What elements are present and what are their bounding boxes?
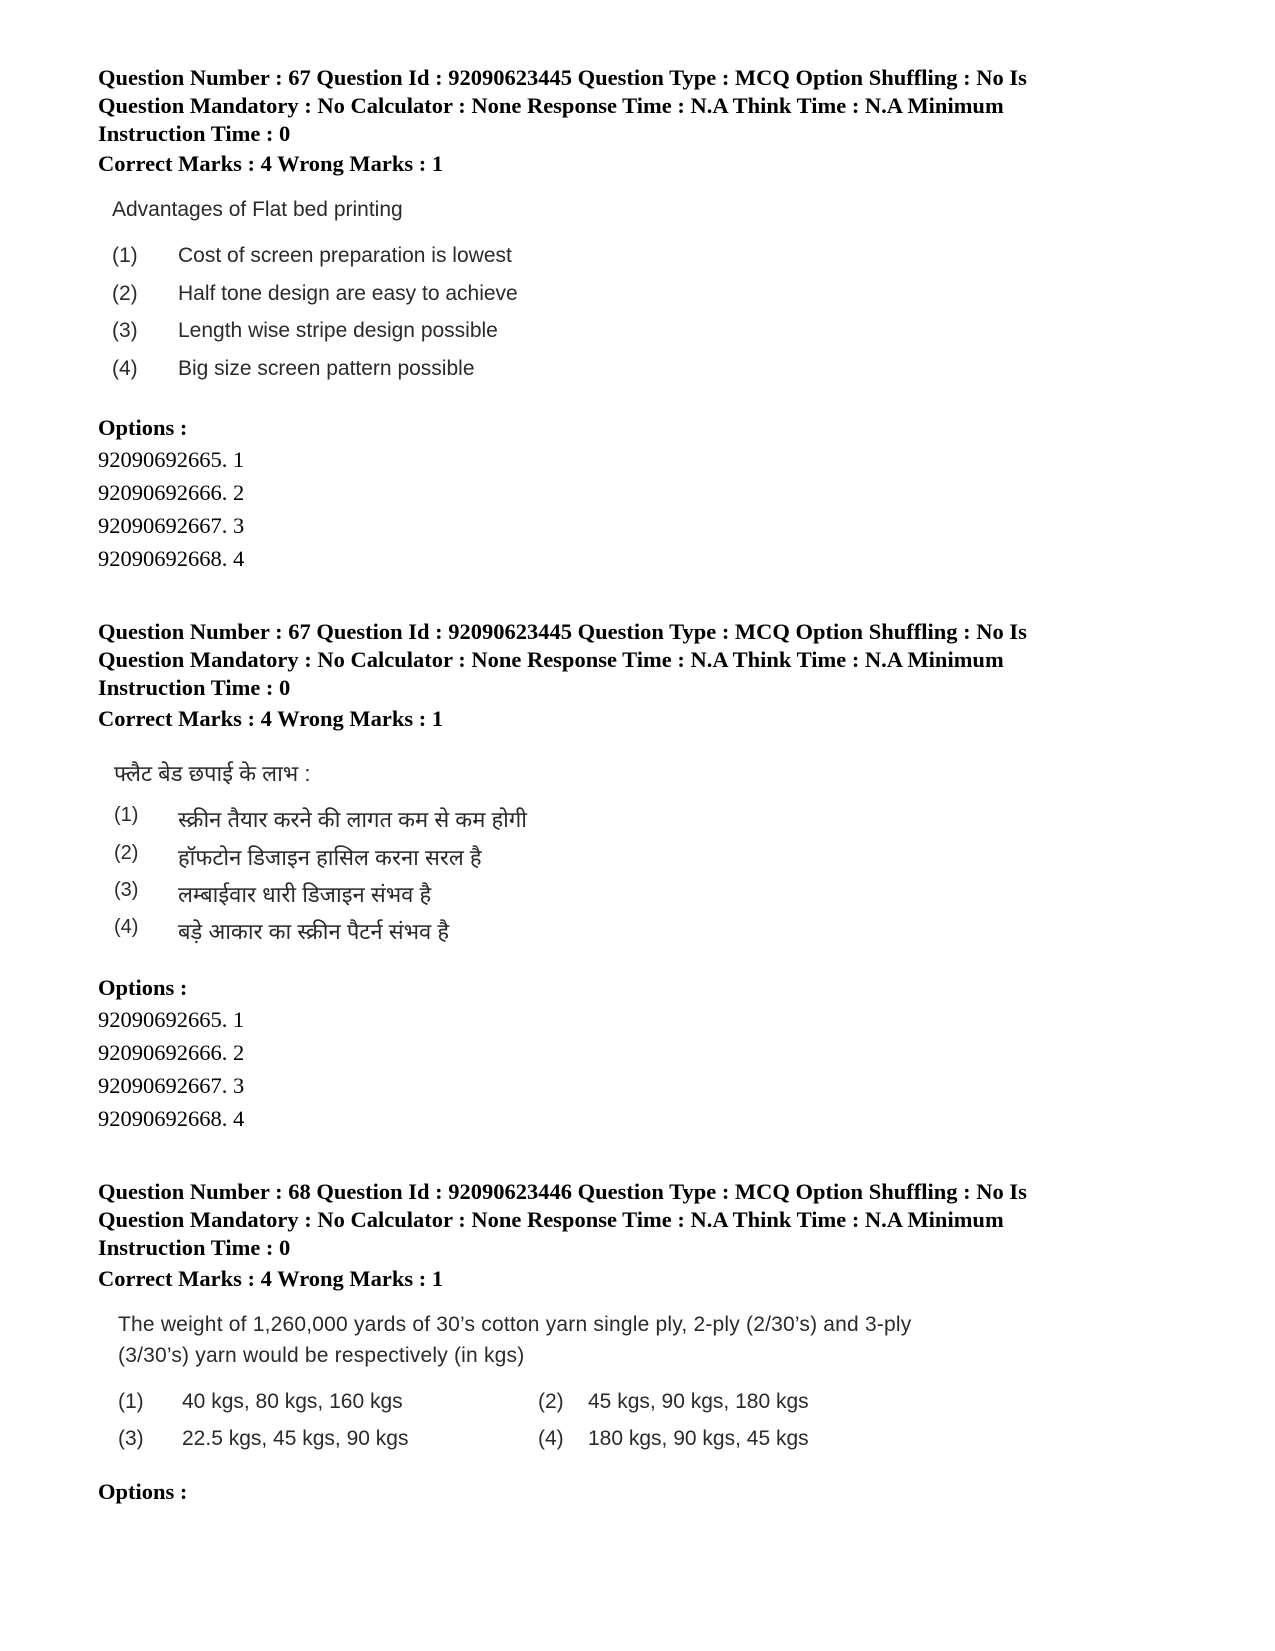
question-image <box>112 198 632 398</box>
question-stem: Advantages of Flat bed printing <box>112 198 403 221</box>
header-line: Question Mandatory : No Calculator : None Response Time : N.A Think Time : N.A Minimum <box>98 93 1004 118</box>
statement-number: (4) <box>114 916 139 938</box>
option-item: 92090692666. 2 <box>98 1040 245 1065</box>
marks-line: Correct Marks : 4 Wrong Marks : 1 <box>98 151 444 176</box>
header-line: Question Number : 67 Question Id : 92090623445 Question Type : MCQ Option Shuffling : No Is <box>98 619 1027 644</box>
statement-number: (3) <box>114 879 139 901</box>
option-item: 92090692667. 3 <box>98 513 245 538</box>
statement-number: (3) <box>112 319 138 342</box>
statement-number: (1) <box>112 244 138 267</box>
statement-text: स्क्रीन तैयार करने की लागत कम से कम होगी <box>178 807 527 832</box>
statement-number: (4) <box>112 357 138 380</box>
option-item: 92090692668. 4 <box>98 546 245 571</box>
statement-text: लम्बाईवार धारी डिजाइन संभव है <box>178 882 432 907</box>
statement-number: (2) <box>112 282 138 305</box>
options-label: Options : <box>98 415 188 440</box>
options-label: Options : <box>98 975 188 1000</box>
statement-text: Half tone design are easy to achieve <box>178 282 518 305</box>
option-item: 92090692668. 4 <box>98 1106 245 1131</box>
option-item: 92090692666. 2 <box>98 480 245 505</box>
choice-text: 40 kgs, 80 kgs, 160 kgs <box>182 1390 403 1413</box>
marks-line: Correct Marks : 4 Wrong Marks : 1 <box>98 1266 444 1291</box>
choice-text: 180 kgs, 90 kgs, 45 kgs <box>588 1427 809 1450</box>
choice-number: (4) <box>538 1427 564 1450</box>
header-line: Question Number : 68 Question Id : 92090623446 Question Type : MCQ Option Shuffling : No Is <box>98 1179 1027 1204</box>
header-line: Instruction Time : 0 <box>98 121 291 146</box>
choice-text: 22.5 kgs, 45 kgs, 90 kgs <box>182 1427 409 1450</box>
header-line: Question Mandatory : No Calculator : None Response Time : N.A Think Time : N.A Minimum <box>98 647 1004 672</box>
question-stem-line: (3/30’s) yarn would be respectively (in kgs) <box>118 1344 525 1367</box>
options-label: Options : <box>98 1479 188 1504</box>
statement-text: हॉफटोन डिजाइन हासिल करना सरल है <box>178 845 482 870</box>
statement-number: (2) <box>114 842 139 864</box>
option-item: 92090692665. 1 <box>98 447 245 472</box>
statement-text: Big size screen pattern possible <box>178 357 475 380</box>
header-line: Instruction Time : 0 <box>98 675 291 700</box>
statement-text: Cost of screen preparation is lowest <box>178 244 512 267</box>
choice-number: (3) <box>118 1427 144 1450</box>
header-line: Question Mandatory : No Calculator : None Response Time : N.A Think Time : N.A Minimum <box>98 1207 1004 1232</box>
marks-line: Correct Marks : 4 Wrong Marks : 1 <box>98 706 444 731</box>
header-line: Instruction Time : 0 <box>98 1235 291 1260</box>
statement-text: बड़े आकार का स्क्रीन पैटर्न संभव है <box>178 919 450 944</box>
choice-text: 45 kgs, 90 kgs, 180 kgs <box>588 1390 809 1413</box>
option-item: 92090692665. 1 <box>98 1007 245 1032</box>
header-line: Question Number : 67 Question Id : 92090623445 Question Type : MCQ Option Shuffling : No Is <box>98 65 1027 90</box>
option-item: 92090692667. 3 <box>98 1073 245 1098</box>
question-header <box>98 1178 1178 1262</box>
question-header <box>98 64 1178 148</box>
statement-number: (1) <box>114 804 139 826</box>
question-stem: फ्लैट बेड छपाई के लाभ : <box>114 761 311 786</box>
question-header <box>98 618 1178 702</box>
choice-number: (2) <box>538 1390 564 1413</box>
question-image-hindi <box>114 758 634 958</box>
statement-text: Length wise stripe design possible <box>178 319 498 342</box>
question-image <box>118 1313 1018 1463</box>
choice-number: (1) <box>118 1390 144 1413</box>
question-stem-line: The weight of 1,260,000 yards of 30’s cotton yarn single ply, 2-ply (2/30’s) and 3-ply <box>118 1313 912 1336</box>
